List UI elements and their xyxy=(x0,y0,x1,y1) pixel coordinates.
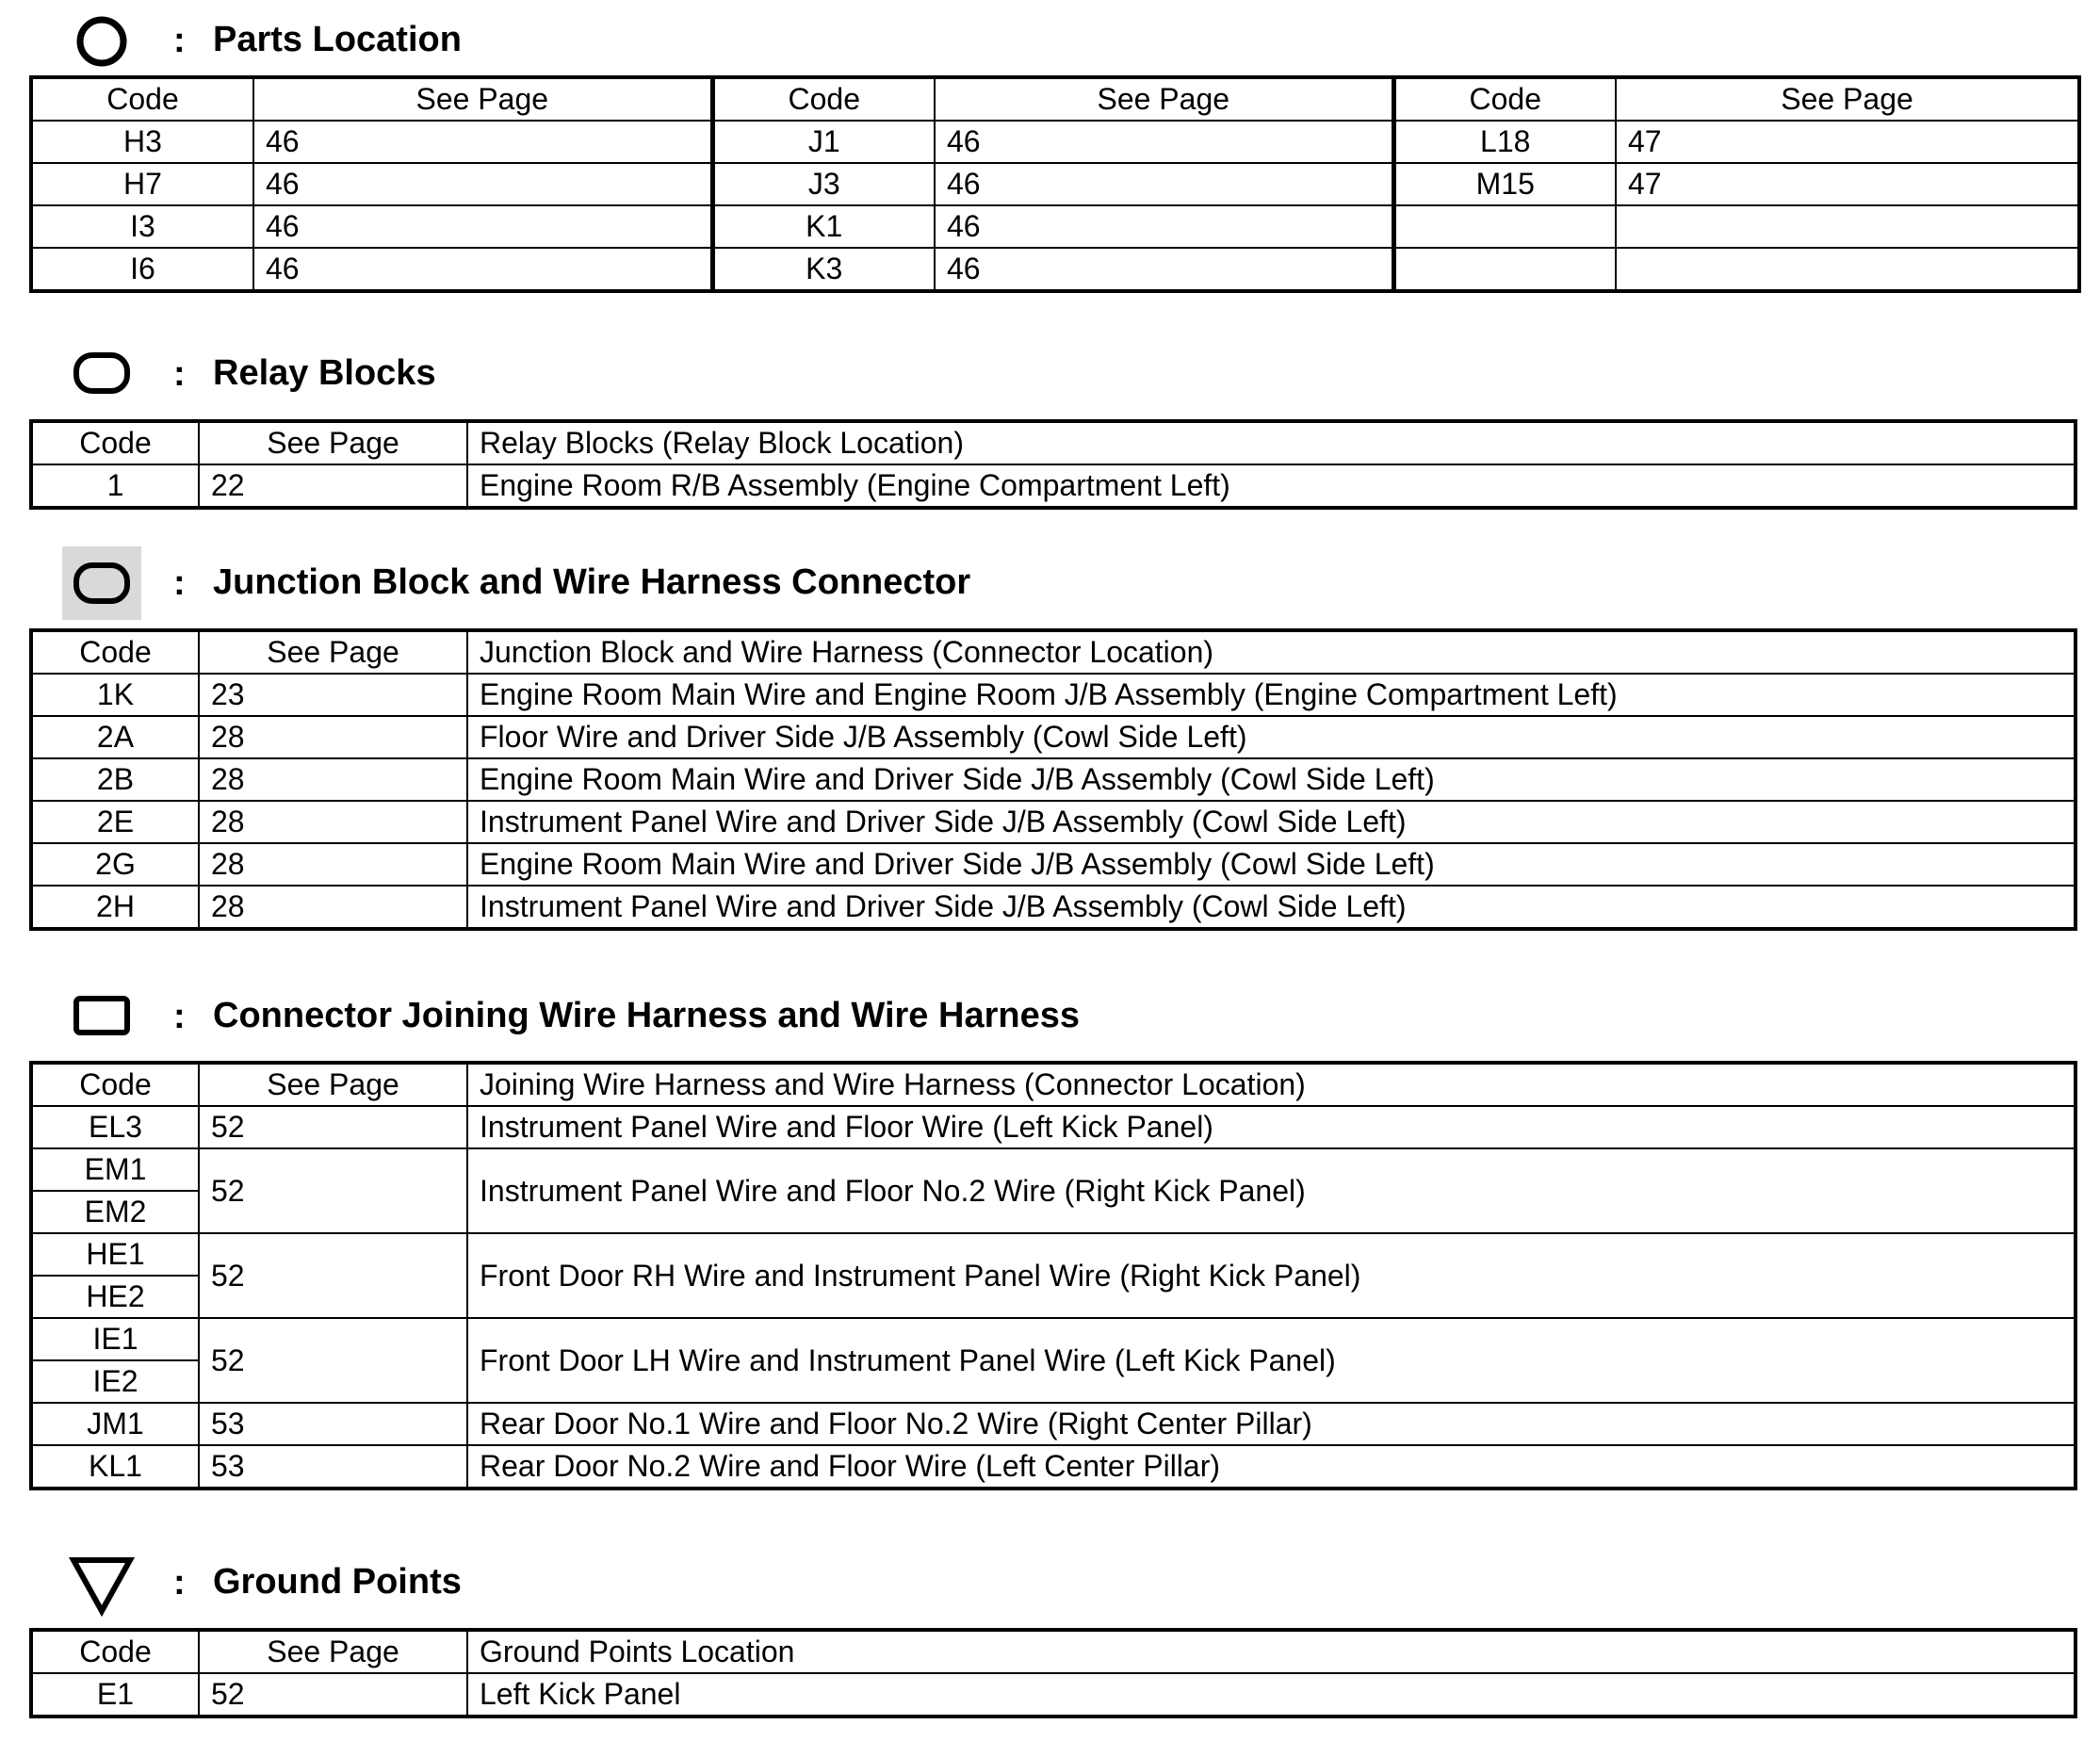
page-cell: 46 xyxy=(935,121,1393,163)
page-cell xyxy=(1616,248,2079,291)
code-cell: HE2 xyxy=(31,1276,199,1318)
page-cell: 28 xyxy=(199,716,467,758)
header-code: Code xyxy=(31,421,199,464)
header-code: Code xyxy=(31,1630,199,1673)
table-row xyxy=(31,886,2076,929)
table-header-row xyxy=(31,421,2076,464)
table-row xyxy=(31,121,2079,163)
header-see-page: See Page xyxy=(199,1063,467,1106)
location-cell: Engine Room Main Wire and Driver Side J/B Assembly (Cowl Side Left) xyxy=(467,843,2076,886)
location-cell: Left Kick Panel xyxy=(467,1673,2076,1717)
location-cell: Instrument Panel Wire and Floor No.2 Wire (Right Kick Panel) xyxy=(467,1148,2076,1233)
table-row xyxy=(31,674,2076,716)
table-header-row xyxy=(31,77,2079,121)
table-header-row xyxy=(31,1630,2076,1673)
code-cell: HE1 xyxy=(31,1233,199,1276)
rectangle-icon xyxy=(62,976,141,1055)
page-cell: 52 xyxy=(199,1106,467,1148)
code-cell: 2A xyxy=(31,716,199,758)
page-cell: 52 xyxy=(199,1148,467,1233)
section-title: Relay Blocks xyxy=(213,353,436,393)
section-title: Junction Block and Wire Harness Connector xyxy=(213,562,971,602)
table-row xyxy=(31,1318,2076,1360)
location-cell: Instrument Panel Wire and Floor Wire (Left Kick Panel) xyxy=(467,1106,2076,1148)
code-cell: 2E xyxy=(31,801,199,843)
relay-blocks-table xyxy=(29,419,2077,510)
colon: : xyxy=(173,21,186,60)
location-cell: Instrument Panel Wire and Driver Side J/B Assembly (Cowl Side Left) xyxy=(467,801,2076,843)
header-location: Joining Wire Harness and Wire Harness (Connector Location) xyxy=(467,1063,2076,1106)
code-cell: KL1 xyxy=(31,1445,199,1489)
page-cell: 22 xyxy=(199,464,467,508)
location-cell: Engine Room Main Wire and Driver Side J/B Assembly (Cowl Side Left) xyxy=(467,758,2076,801)
header-code: Code xyxy=(712,77,935,121)
section-title: Connector Joining Wire Harness and Wire Harness xyxy=(213,996,1080,1035)
page-cell: 46 xyxy=(935,163,1393,205)
page-cell: 46 xyxy=(253,205,712,248)
ground-points-table xyxy=(29,1628,2077,1718)
page-cell: 46 xyxy=(253,248,712,291)
header-see-page: See Page xyxy=(199,630,467,674)
colon: : xyxy=(173,997,186,1036)
code-cell: 1 xyxy=(31,464,199,508)
code-cell: I3 xyxy=(31,205,253,248)
code-cell: J1 xyxy=(712,121,935,163)
location-cell: Front Door RH Wire and Instrument Panel Wire (Right Kick Panel) xyxy=(467,1233,2076,1318)
header-see-page: See Page xyxy=(253,77,712,121)
triangle-down-icon xyxy=(62,1546,141,1625)
location-cell: Instrument Panel Wire and Driver Side J/B Assembly (Cowl Side Left) xyxy=(467,886,2076,929)
table-row xyxy=(31,163,2079,205)
colon: : xyxy=(173,563,186,603)
code-cell: K3 xyxy=(712,248,935,291)
code-cell: IE2 xyxy=(31,1360,199,1403)
connector-joining-heading xyxy=(0,976,2100,1061)
header-see-page: See Page xyxy=(935,77,1393,121)
code-cell: I6 xyxy=(31,248,253,291)
page-cell: 53 xyxy=(199,1445,467,1489)
parts-location-table xyxy=(29,75,2081,293)
page-cell: 47 xyxy=(1616,163,2079,205)
table-row xyxy=(31,1148,2076,1191)
code-cell xyxy=(1393,248,1616,291)
shaded-rounded-rectangle-icon xyxy=(62,546,141,620)
table-row xyxy=(31,464,2076,508)
table-row xyxy=(31,758,2076,801)
page-cell: 52 xyxy=(199,1318,467,1403)
rounded-rectangle-icon xyxy=(62,334,141,413)
page-cell xyxy=(1616,205,2079,248)
junction-block-heading xyxy=(0,543,2100,627)
location-cell: Rear Door No.1 Wire and Floor No.2 Wire (Right Center Pillar) xyxy=(467,1403,2076,1445)
code-cell: L18 xyxy=(1393,121,1616,163)
page-cell: 28 xyxy=(199,843,467,886)
page-cell: 52 xyxy=(199,1233,467,1318)
header-code: Code xyxy=(31,630,199,674)
page-cell: 46 xyxy=(253,121,712,163)
table-row xyxy=(31,716,2076,758)
table-row xyxy=(31,1233,2076,1276)
code-cell xyxy=(1393,205,1616,248)
code-cell: EM1 xyxy=(31,1148,199,1191)
section-title: Ground Points xyxy=(213,1562,462,1602)
code-cell: 2B xyxy=(31,758,199,801)
page-cell: 52 xyxy=(199,1673,467,1717)
colon: : xyxy=(173,1563,186,1603)
location-cell: Front Door LH Wire and Instrument Panel Wire (Left Kick Panel) xyxy=(467,1318,2076,1403)
table-header-row xyxy=(31,630,2076,674)
relay-blocks-heading xyxy=(0,334,2100,418)
page-cell: 28 xyxy=(199,801,467,843)
location-cell: Engine Room Main Wire and Engine Room J/B Assembly (Engine Compartment Left) xyxy=(467,674,2076,716)
table-row xyxy=(31,1673,2076,1717)
table-row xyxy=(31,843,2076,886)
parts-location-heading xyxy=(0,0,2100,85)
code-cell: J3 xyxy=(712,163,935,205)
header-code: Code xyxy=(31,1063,199,1106)
header-location: Relay Blocks (Relay Block Location) xyxy=(467,421,2076,464)
page-cell: 23 xyxy=(199,674,467,716)
header-location: Ground Points Location xyxy=(467,1630,2076,1673)
header-see-page: See Page xyxy=(199,1630,467,1673)
code-cell: H7 xyxy=(31,163,253,205)
table-row xyxy=(31,801,2076,843)
page-cell: 46 xyxy=(253,163,712,205)
section-title: Parts Location xyxy=(213,20,462,59)
code-cell: M15 xyxy=(1393,163,1616,205)
table-row xyxy=(31,205,2079,248)
code-cell: EM2 xyxy=(31,1191,199,1233)
code-cell: K1 xyxy=(712,205,935,248)
page-cell: 46 xyxy=(935,205,1393,248)
header-code: Code xyxy=(1393,77,1616,121)
code-cell: 2H xyxy=(31,886,199,929)
code-cell: 2G xyxy=(31,843,199,886)
code-cell: JM1 xyxy=(31,1403,199,1445)
location-cell: Rear Door No.2 Wire and Floor Wire (Left Center Pillar) xyxy=(467,1445,2076,1489)
code-cell: EL3 xyxy=(31,1106,199,1148)
table-header-row xyxy=(31,1063,2076,1106)
junction-block-table xyxy=(29,628,2077,931)
code-cell: H3 xyxy=(31,121,253,163)
header-see-page: See Page xyxy=(1616,77,2079,121)
page-cell: 53 xyxy=(199,1403,467,1445)
table-row xyxy=(31,248,2079,291)
location-cell: Engine Room R/B Assembly (Engine Compartment Left) xyxy=(467,464,2076,508)
connector-joining-table xyxy=(29,1061,2077,1490)
page-cell: 28 xyxy=(199,886,467,929)
page-cell: 46 xyxy=(935,248,1393,291)
table-row xyxy=(31,1106,2076,1148)
location-cell: Floor Wire and Driver Side J/B Assembly (Cowl Side Left) xyxy=(467,716,2076,758)
table-row xyxy=(31,1445,2076,1489)
header-see-page: See Page xyxy=(199,421,467,464)
circle-icon xyxy=(62,2,141,81)
header-location: Junction Block and Wire Harness (Connector Location) xyxy=(467,630,2076,674)
header-code: Code xyxy=(31,77,253,121)
page-cell: 28 xyxy=(199,758,467,801)
code-cell: 1K xyxy=(31,674,199,716)
code-cell: IE1 xyxy=(31,1318,199,1360)
table-row xyxy=(31,1403,2076,1445)
code-cell: E1 xyxy=(31,1673,199,1717)
ground-points-heading xyxy=(0,1542,2100,1627)
colon: : xyxy=(173,354,186,394)
page-cell: 47 xyxy=(1616,121,2079,163)
